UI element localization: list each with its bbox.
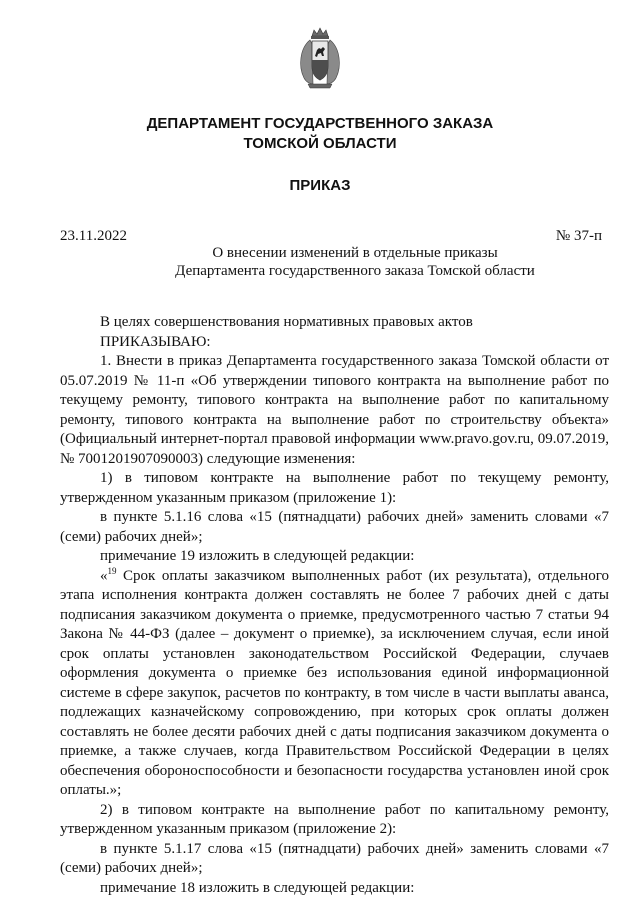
paragraph-subitem-2: 2) в типовом контракте на выполнение работ по капитальному ремонту, утвержденном указанным приказом (приложение 2): bbox=[60, 801, 609, 837]
paragraph-subitem-1: 1) в типовом контракте на выполнение работ по текущему ремонту, утвержденном указанным приказом (приложение 1): bbox=[60, 470, 609, 506]
paragraph-clause-5-1-16: в пункте 5.1.16 слова «15 (пятнадцати) рабочих дней» заменить словами «7 (семи) рабочих дней»; bbox=[60, 509, 609, 545]
paragraph-item-1: 1. Внести в приказ Департамента государственного заказа Томской области от 05.07.2019 № 11-п «Об утверждении типового контракта на выполнение работ по текущему ремонту, типового контракта на выполнение работ по капитальному ремонту, типового контракта на выполнение работ по строительству объекта» (Официальный интернет-портал правовой информации www.pravo.gov.ru, 09.07.2019, № 7001201907090003) следующие изменения: bbox=[60, 353, 609, 467]
paragraph-note-19-intro: примечание 19 изложить в следующей редакции: bbox=[100, 548, 415, 564]
paragraph-clause-5-1-17: в пункте 5.1.17 слова «15 (пятнадцати) рабочих дней» заменить словами «7 (семи) рабочих дней»; bbox=[60, 840, 609, 876]
paragraph-note-19-text bbox=[60, 567, 609, 801]
document-number: № 37-п bbox=[555, 228, 602, 244]
paragraph-preamble: В целях совершенствования нормативных правовых актов bbox=[100, 314, 473, 330]
organization-name bbox=[0, 114, 640, 154]
paragraph-order: ПРИКАЗЫВАЮ: bbox=[100, 333, 211, 350]
subject-line-1: О внесении изменений в отдельные приказы bbox=[212, 245, 498, 261]
footnote-marker: 19 bbox=[107, 565, 117, 576]
subject-line-2: Департамента государственного заказа Томской области bbox=[175, 263, 535, 279]
coat-of-arms-icon bbox=[296, 26, 344, 90]
document-date: 23.11.2022 bbox=[60, 228, 127, 244]
org-line-1: ДЕПАРТАМЕНТ ГОСУДАРСТВЕННОГО ЗАКАЗА bbox=[146, 115, 494, 132]
document-body bbox=[60, 313, 609, 898]
document-subject bbox=[0, 244, 640, 280]
quote-open: « bbox=[100, 567, 108, 584]
note-19-content: Срок оплаты заказчиком выполненных работ (их результата), отдельного этапа исполнения контракта должен составлять не более 7 рабочих дней с даты подписания заказчиком документа о приемке, предусмотренного частью 7 статьи 94 Закона № 44-ФЗ (далее – документ о приемке), за исключением случая, если иной срок оплаты установлен законодательством Российской Федерации, случаев оформления документа о приемке без использования единой информационной системе в сфере закупок, расчетов по контракту, в том числе в части выплаты аванса, подлежащих казначейскому сопровождению, при которых срок оплаты должен составлять не более десяти рабочих дней с даты подписания заказчиком документа о приемке, а также случаев, когда Правительством Российской Федерации в целях обеспечения обороноспособности и безопасности государства установлен иной срок оплаты.»; bbox=[60, 567, 609, 798]
document-type: ПРИКАЗ bbox=[289, 177, 351, 194]
paragraph-note-18-intro: примечание 18 изложить в следующей редакции: bbox=[100, 879, 415, 896]
org-line-2: ТОМСКОЙ ОБЛАСТИ bbox=[243, 135, 397, 152]
